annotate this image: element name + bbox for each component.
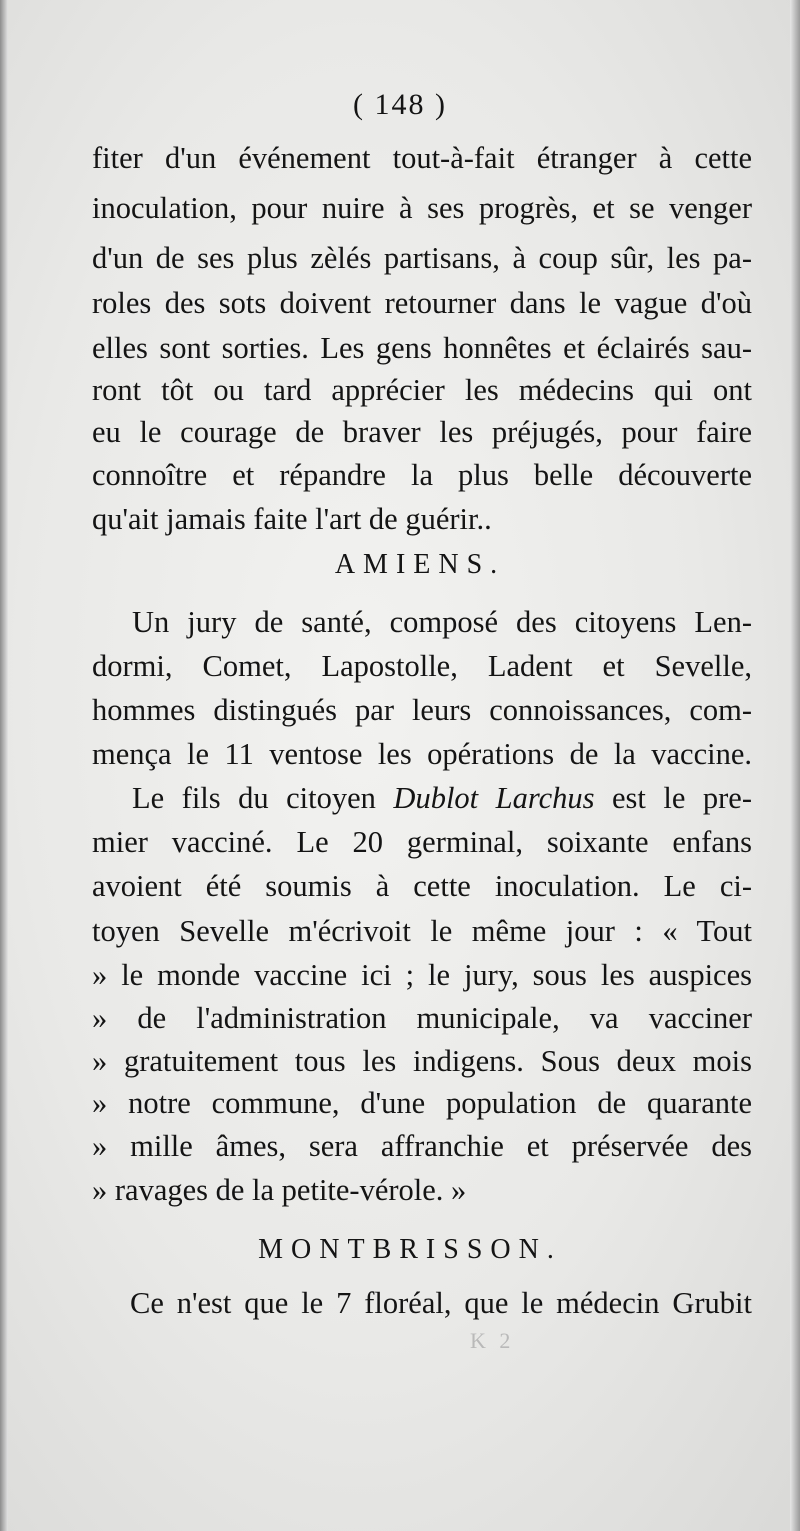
section-heading-montbrisson: MONTBRISSON.	[258, 1234, 562, 1265]
text-line: » le monde vaccine ici ; le jury, sous les auspices	[92, 958, 752, 992]
text-line: dormi, Comet, Lapostolle, Ladent et Sevelle,	[92, 649, 752, 683]
text-line: hommes distingués par leurs connoissances, com-	[92, 693, 752, 727]
signature-mark: K 2	[470, 1328, 515, 1353]
text-line: avoient été soumis à cette inoculation. Le ci-	[92, 869, 752, 903]
text-line: inoculation, pour nuire à ses progrès, et se venger	[92, 191, 752, 225]
text-line: eu le courage de braver les préjugés, pour faire	[92, 415, 752, 449]
text-line: toyen Sevelle m'écrivoit le même jour : « Tout	[92, 914, 752, 948]
text-line: fiter d'un événement tout-à-fait étranger à cette	[92, 141, 752, 175]
text-line: » ravages de la petite-vérole. »	[92, 1173, 467, 1207]
text-line: roles des sots doivent retourner dans le vague d'où	[92, 286, 752, 320]
text-line: elles sont sorties. Les gens honnêtes et éclairés sau-	[92, 331, 752, 365]
text-line: ront tôt ou tard apprécier les médecins qui ont	[92, 373, 752, 407]
page-right-edge	[790, 0, 800, 1531]
text-line: » de l'administration municipale, va vacciner	[92, 1001, 752, 1035]
italic-name: Dublot Larchus	[393, 781, 595, 815]
text-line: » gratuitement tous les indigens. Sous deux mois	[92, 1044, 752, 1078]
text-run: est le pre-	[594, 781, 753, 815]
text-line: Un jury de santé, composé des citoyens Len-	[132, 605, 752, 639]
text-line: qu'ait jamais faite l'art de guérir..	[92, 502, 492, 536]
text-line: d'un de ses plus zèlés partisans, à coup sûr, les pa-	[92, 241, 752, 275]
text-line: connoître et répandre la plus belle découverte	[92, 458, 752, 492]
text-line-dublot	[132, 780, 752, 816]
page-left-edge	[0, 0, 8, 1531]
page-number: ( 148 )	[353, 88, 447, 121]
text-line: » notre commune, d'une population de quarante	[92, 1086, 752, 1120]
text-line: mença le 11 ventose les opérations de la vaccine.	[92, 737, 752, 771]
text-line: mier vacciné. Le 20 germinal, soixante enfans	[92, 825, 752, 859]
text-line: » mille âmes, sera affranchie et préservée des	[92, 1129, 752, 1163]
section-heading-amiens: AMIENS.	[334, 549, 506, 580]
text-run: Le fils du citoyen	[132, 781, 394, 815]
text-line: Ce n'est que le 7 floréal, que le médecin Grubit	[130, 1286, 752, 1320]
